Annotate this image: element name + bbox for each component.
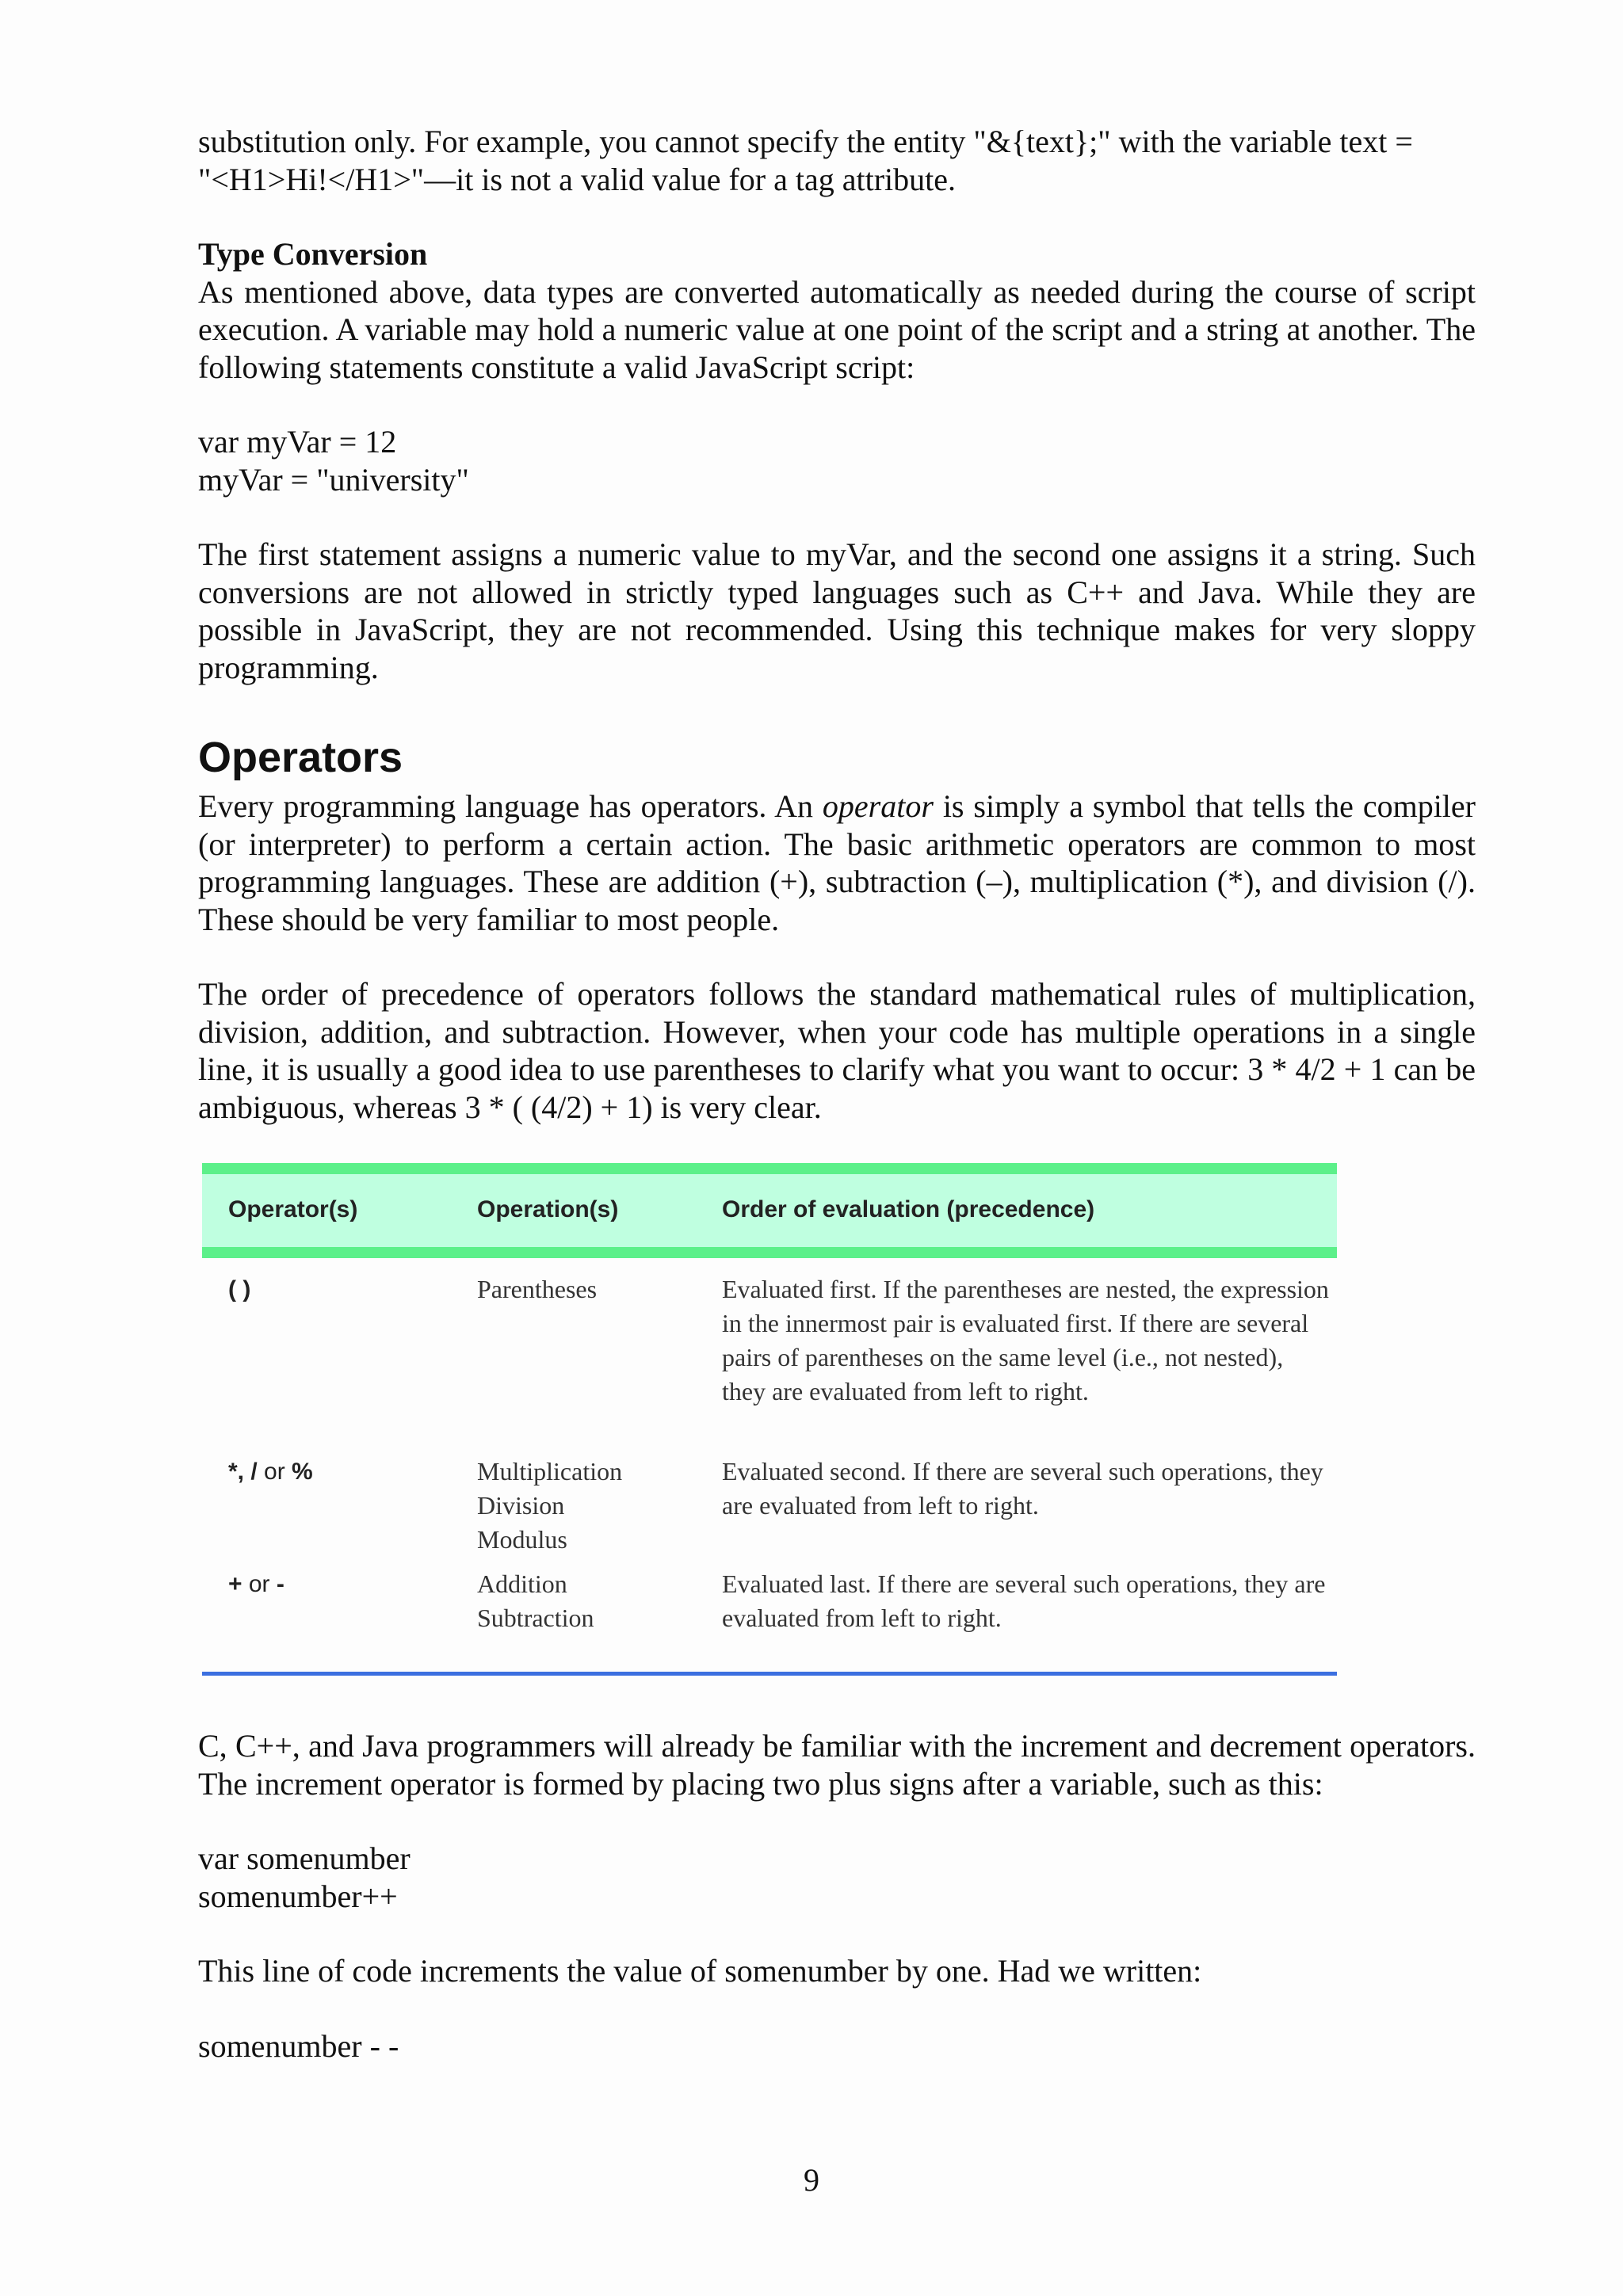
row-operator-or: or bbox=[242, 1571, 277, 1597]
operators-paragraph-2: The order of precedence of operators follows the standard mathematical rules of multiplication, division, addition, and subtraction. However, when your code has multiple operations in a single line, it is usually a good idea to use parentheses to clarify what you want to occur: 3 * 4/2 + 1 can be ambiguous, whereas 3 * ( (4/2) + 1) is very clear. bbox=[198, 976, 1476, 1125]
row-operation-line: Modulus bbox=[477, 1525, 567, 1554]
precedence-table bbox=[202, 1163, 1337, 1646]
operators-heading: Operators bbox=[198, 734, 403, 781]
table-header bbox=[202, 1163, 1337, 1258]
operators-p1-before: Every programming language has operators. An bbox=[198, 788, 823, 824]
row-operator bbox=[228, 1567, 285, 1601]
row-operation-line: Division bbox=[477, 1491, 565, 1520]
row-operator-b: % bbox=[292, 1459, 313, 1485]
row-order: Evaluated last. If there are several such operations, they are evaluated from left to right. bbox=[722, 1569, 1326, 1632]
table-bottom-rule bbox=[202, 1672, 1337, 1676]
header-order: Order of evaluation (precedence) bbox=[722, 1196, 1095, 1222]
row-operator-b: - bbox=[276, 1571, 285, 1597]
row-operation bbox=[477, 1455, 707, 1557]
row-order: Evaluated second. If there are several such operations, they are evaluated from left to right. bbox=[722, 1457, 1323, 1520]
row-operator-a: *, / bbox=[228, 1459, 258, 1485]
code-line-1: var myVar = 12 bbox=[198, 424, 397, 460]
decrement-code-line: somenumber - - bbox=[198, 2027, 399, 2064]
header-operators: Operator(s) bbox=[228, 1196, 358, 1222]
row-operation: Parentheses bbox=[477, 1275, 598, 1303]
header-operations: Operation(s) bbox=[477, 1196, 619, 1222]
row-operation-line: Multiplication bbox=[477, 1457, 623, 1486]
table-row bbox=[202, 1567, 1337, 1646]
page-number: 9 bbox=[804, 2162, 819, 2198]
row-operation bbox=[477, 1567, 707, 1635]
page-body-lower bbox=[198, 1727, 1476, 2065]
increment-paragraph: C, C++, and Java programmers will already be familiar with the increment and decrement operators. The increment operator is formed by placing two plus signs after a variable, such as this: bbox=[198, 1728, 1476, 1802]
increment-code-line-1: var somenumber bbox=[198, 1840, 411, 1876]
table-row bbox=[202, 1455, 1337, 1567]
row-operation-line: Addition bbox=[477, 1569, 567, 1598]
increment-code-line-2: somenumber++ bbox=[198, 1878, 398, 1914]
row-operator: ( ) bbox=[228, 1276, 251, 1302]
type-conversion-paragraph-2: The first statement assigns a numeric value to myVar, and the second one assigns it a string. Such conversions are not allowed in strictly typed languages such as C++ and Java. While they are possible in JavaScript, they are not recommended. Using this technique makes for very sloppy programming. bbox=[198, 536, 1476, 685]
type-conversion-paragraph: As mentioned above, data types are converted automatically as needed during the course of script execution. A variable may hold a numeric value at one point of the script and a string at another. The following statements constitute a valid JavaScript script: bbox=[198, 273, 1476, 385]
intro-line-1: substitution only. For example, you cannot specify the entity "&{text};" with the variable text = bbox=[198, 124, 1413, 159]
intro-line-2: "<H1>Hi!</H1>"—it is not a valid value for a tag attribute. bbox=[198, 161, 957, 197]
page-body bbox=[198, 123, 1476, 1126]
row-operator bbox=[228, 1455, 313, 1489]
row-operator-or: or bbox=[257, 1459, 292, 1485]
row-operation-line: Subtraction bbox=[477, 1604, 594, 1632]
operators-paragraph-1 bbox=[198, 788, 1476, 938]
type-conversion-heading: Type Conversion bbox=[198, 236, 428, 272]
row-operator-a: + bbox=[228, 1571, 242, 1597]
operators-p1-after: is simply a symbol that tells the compiler (or interpreter) to perform a certain action. The basic arithmetic operators are common to most programming languages. These are addition (+), subtraction (–), multiplication (*), and division (/). These should be very familiar to most people. bbox=[198, 788, 1476, 937]
code-line-2: myVar = "university" bbox=[198, 461, 469, 498]
row-order: Evaluated first. If the parentheses are nested, the expression in the innermost pair is evaluated first. If there are several pairs of parentheses on the same level (i.e., not nested), they are evaluated from left to right. bbox=[722, 1275, 1329, 1405]
table-row bbox=[202, 1272, 1337, 1455]
operators-p1-em: operator bbox=[822, 788, 934, 824]
increment-paragraph-2: This line of code increments the value of somenumber by one. Had we written: bbox=[198, 1953, 1202, 1989]
